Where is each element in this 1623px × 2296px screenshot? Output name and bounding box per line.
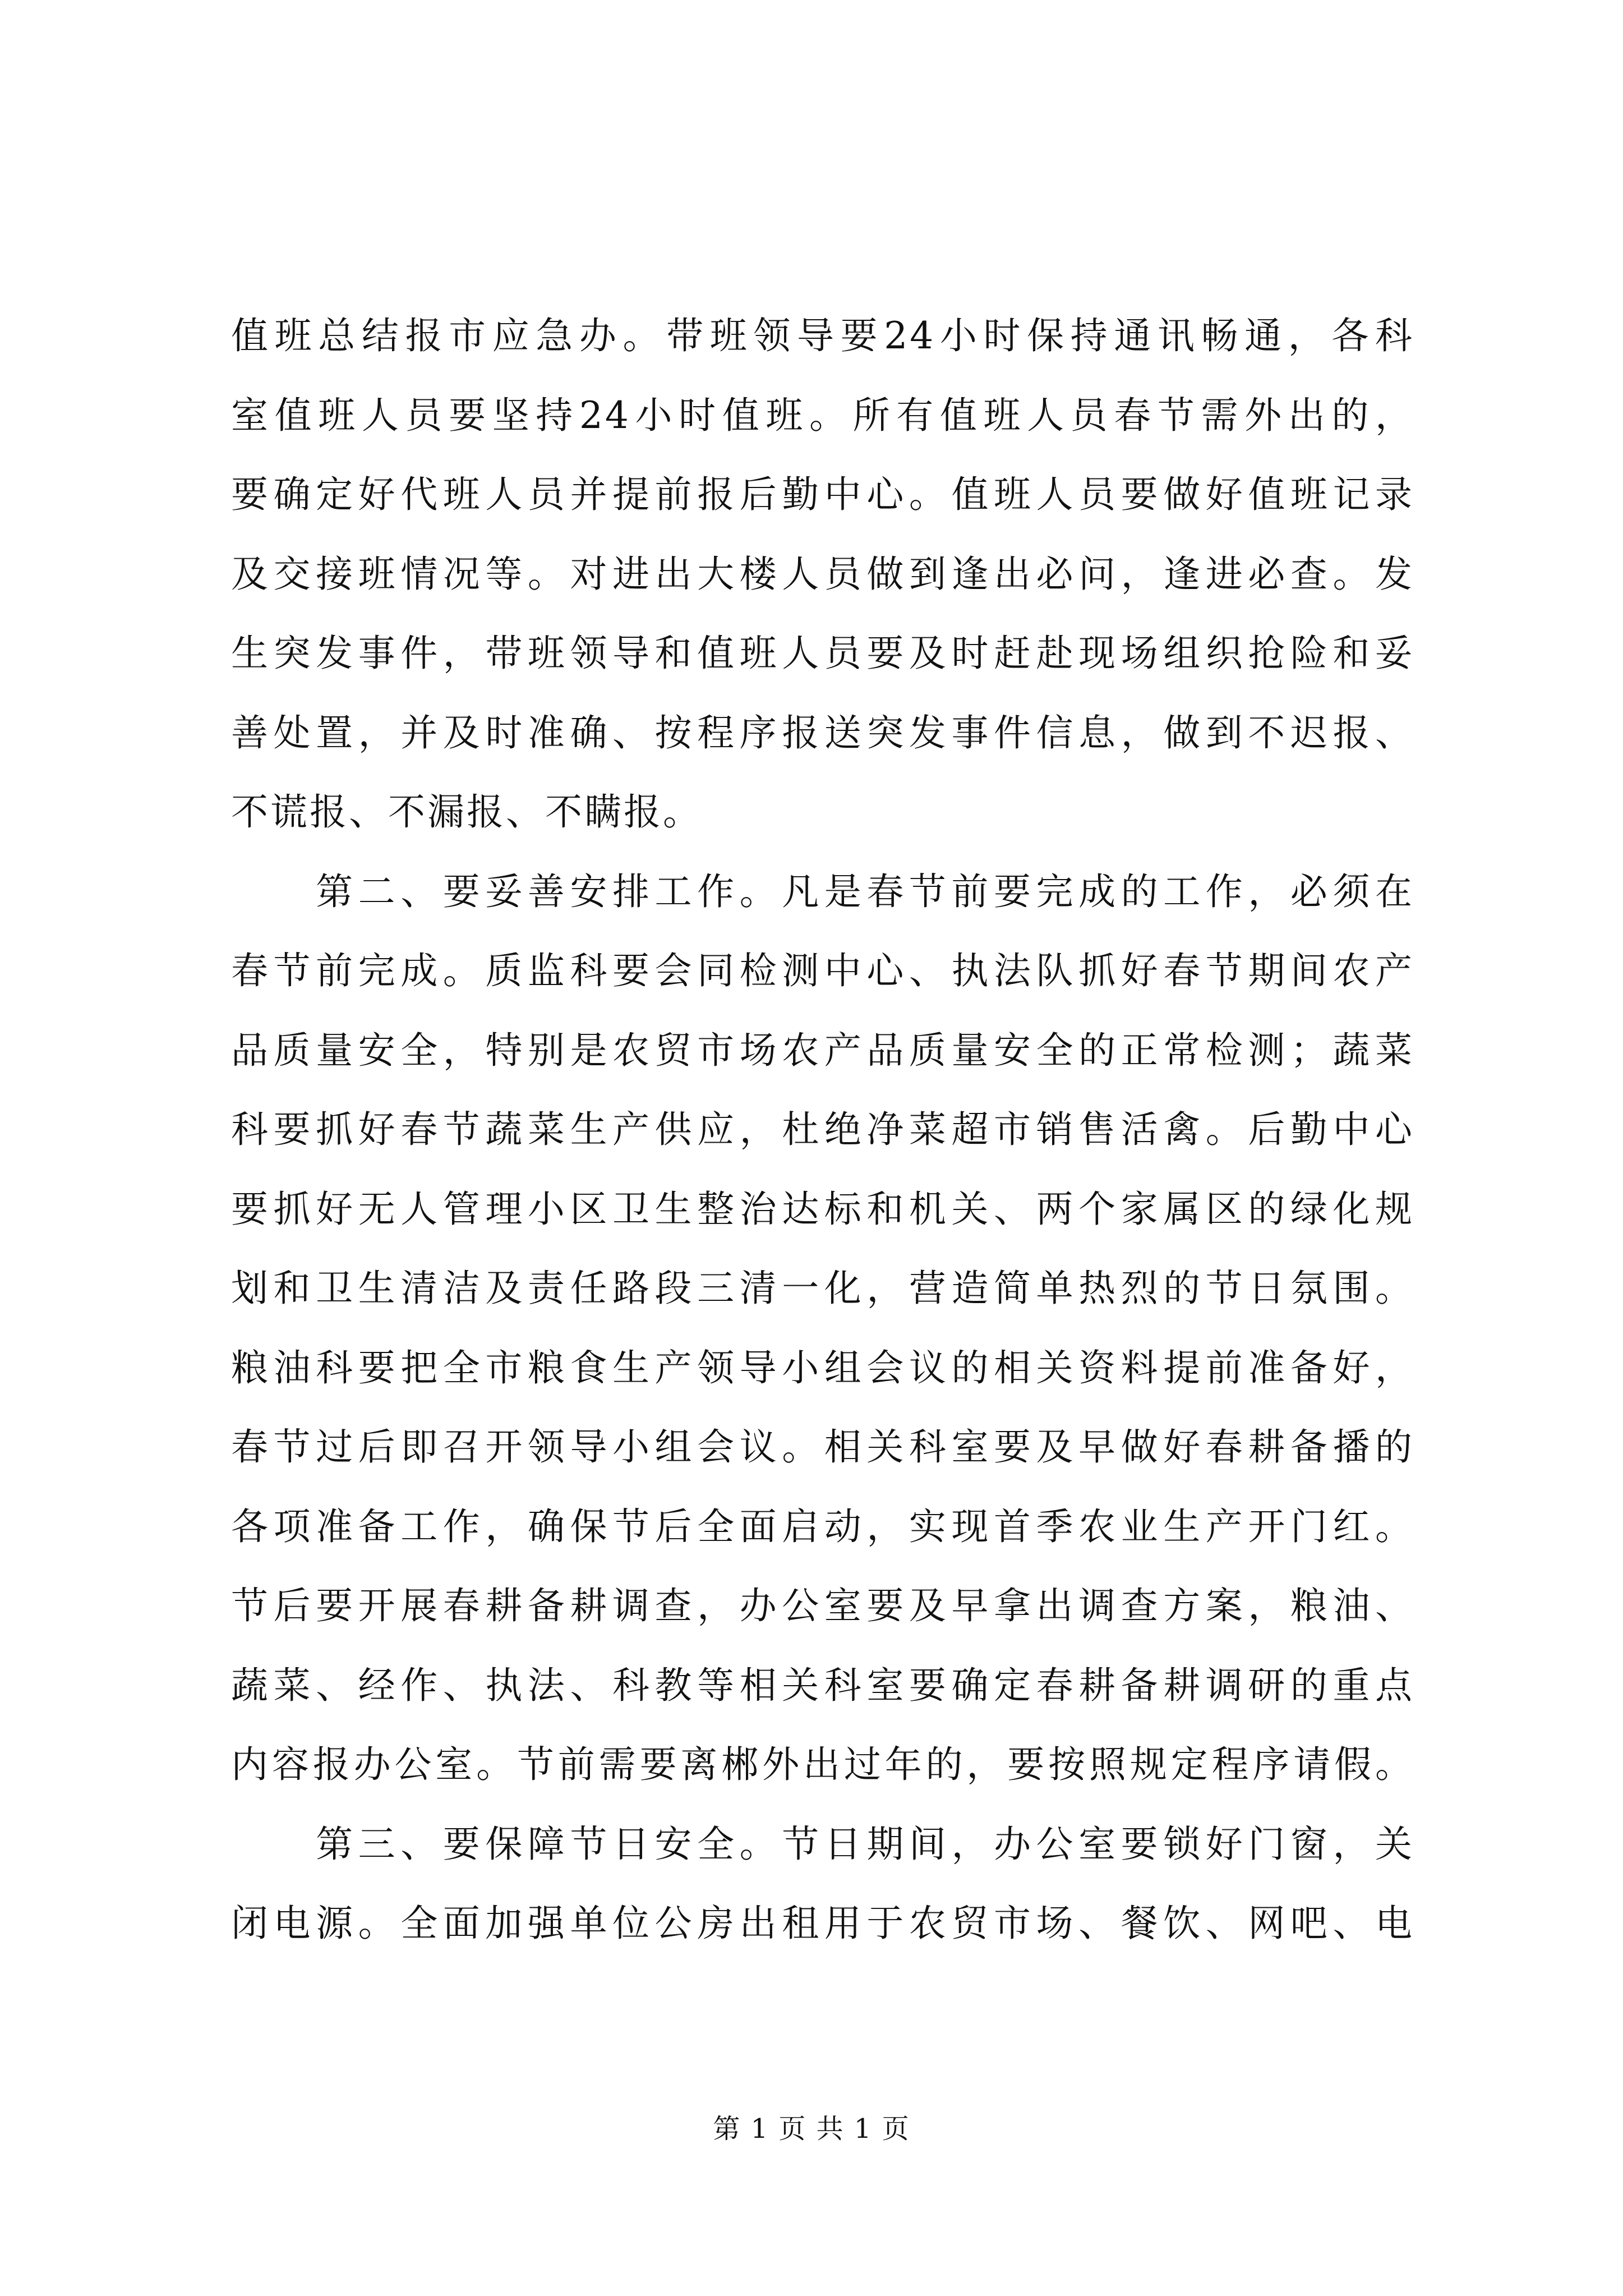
page-footer: 第 1 页 共 1 页 xyxy=(713,2113,910,2145)
text-line: 春节过后即召开领导小组会议。相关科室要及早做好春耕备播的 xyxy=(231,1425,1414,1469)
text-line: 要确定好代班人员并提前报后勤中心。值班人员要做好值班记录 xyxy=(231,473,1414,516)
text-line: 粮油科要把全市粮食生产领导小组会议的相关资料提前准备好， xyxy=(231,1346,1414,1389)
text-line: 室值班人员要坚持24小时值班。所有值班人员春节需外出的， xyxy=(231,393,1414,437)
text-line: 生突发事件，带班领导和值班人员要及时赶赴现场组织抢险和妥 xyxy=(231,632,1414,675)
body-text xyxy=(231,296,1414,1963)
text-line: 不谎报、不漏报、不瞒报。 xyxy=(231,790,702,834)
text-line: 值班总结报市应急办。带班领导要24小时保持通讯畅通，各科 xyxy=(231,314,1414,357)
text-line: 各项准备工作，确保节后全面启动，实现首季农业生产开门红。 xyxy=(231,1504,1414,1548)
text-line: 要抓好无人管理小区卫生整治达标和机关、两个家属区的绿化规 xyxy=(231,1187,1414,1231)
text-line: 及交接班情况等。对进出大楼人员做到逢出必问，逢进必查。发 xyxy=(231,552,1414,596)
text-line: 科要抓好春节蔬菜生产供应，杜绝净菜超市销售活禽。后勤中心 xyxy=(231,1108,1414,1151)
text-line: 春节前完成。质监科要会同检测中心、执法队抓好春节期间农产 xyxy=(231,949,1414,992)
text-line: 品质量安全，特别是农贸市场农产品质量安全的正常检测；蔬菜 xyxy=(231,1028,1414,1072)
text-line: 节后要开展春耕备耕调查，办公室要及早拿出调查方案，粮油、 xyxy=(231,1584,1414,1627)
text-line: 蔬菜、经作、执法、科教等相关科室要确定春耕备耕调研的重点 xyxy=(231,1663,1414,1707)
text-line: 第三、要保障节日安全。节日期间，办公室要锁好门窗，关 xyxy=(231,1822,1414,1866)
text-line: 善处置，并及时准确、按程序报送突发事件信息，做到不迟报、 xyxy=(231,711,1414,754)
text-line: 第二、要妥善安排工作。凡是春节前要完成的工作，必须在 xyxy=(231,869,1414,913)
text-line: 闭电源。全面加强单位公房出租用于农贸市场、餐饮、网吧、电 xyxy=(231,1902,1414,1945)
text-line: 内容报办公室。节前需要离郴外出过年的，要按照规定程序请假。 xyxy=(231,1743,1414,1786)
text-line: 划和卫生清洁及责任路段三清一化，营造简单热烈的节日氛围。 xyxy=(231,1267,1414,1310)
